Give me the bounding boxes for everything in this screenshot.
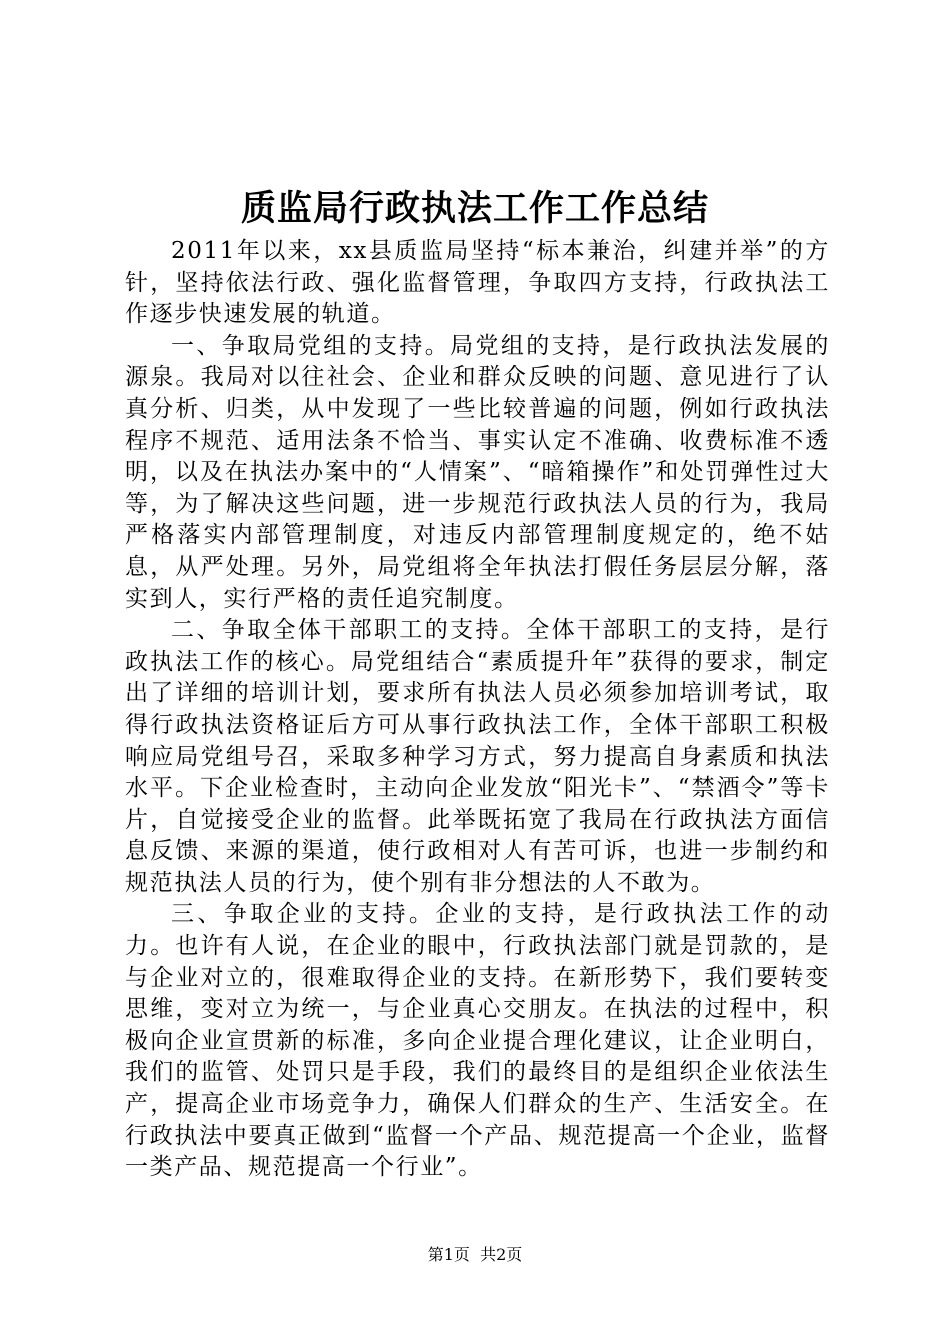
paragraph-section-2: 二、争取全体干部职工的支持。全体干部职工的支持，是行政执法工作的核心。局党组结合“素质提升年”获得的要求，制定出了详细的培训计划，要求所有执法人员必须参加培训考试，取得行政执法资格证后方可从事行政执法工作，全体干部职工积极响应局党组号召，采取多种学习方式，努力提高自身素质和执法水平。下企业检查时，主动向企业发放“阳光卡”、“禁酒令”等卡片，自觉接受企业的监督。此举既拓宽了我局在行政执法方面信息反馈、来源的渠道，使行政相对人有苦可诉，也进一步制约和规范执法人员的行为，使个别有非分想法的人不敢为。 (125, 617, 830, 896)
paragraph-intro: 2011年以来，xx县质监局坚持“标本兼治，纠建并举”的方针，坚持依法行政、强化监督管理，争取四方支持，行政执法工作逐步快速发展的轨道。 (125, 238, 830, 328)
document-body (125, 236, 830, 1184)
page-footer (0, 1244, 950, 1266)
document-title: 质监局行政执法工作工作总结 (240, 188, 709, 229)
paragraph-section-3: 三、争取企业的支持。企业的支持，是行政执法工作的动力。也许有人说，在企业的眼中，行政执法部门就是罚款的，是与企业对立的，很难取得企业的支持。在新形势下，我们要转变思维，变对立为统一，与企业真心交朋友。在执法的过程中，积极向企业宣贯新的标准，多向企业提合理化建议，让企业明白，我们的监管、处罚只是手段，我们的最终目的是组织企业依法生产，提高企业市场竞争力，确保人们群众的生产、生活安全。在行政执法中要真正做到“监督一个产品、规范提高一个企业，监督一类产品、规范提高一个行业”。 (125, 901, 830, 1181)
paragraph-section-1: 一、争取局党组的支持。局党组的支持，是行政执法发展的源泉。我局对以往社会、企业和群众反映的问题、意见进行了认真分析、归类，从中发现了一些比较普遍的问题，例如行政执法程序不规范、适用法条不恰当、事实认定不准确、收费标准不透明，以及在执法办案中的“人情案”、“暗箱操作”和处罚弹性过大等，为了解决这些问题，进一步规范行政执法人员的行为，我局严格落实内部管理制度，对违反内部管理制度规定的，绝不姑息，从严处理。另外，局党组将全年执法打假任务层层分解，落实到人，实行严格的责任追究制度。 (125, 332, 830, 612)
page-number: 第1页 共2页 (427, 1245, 523, 1264)
